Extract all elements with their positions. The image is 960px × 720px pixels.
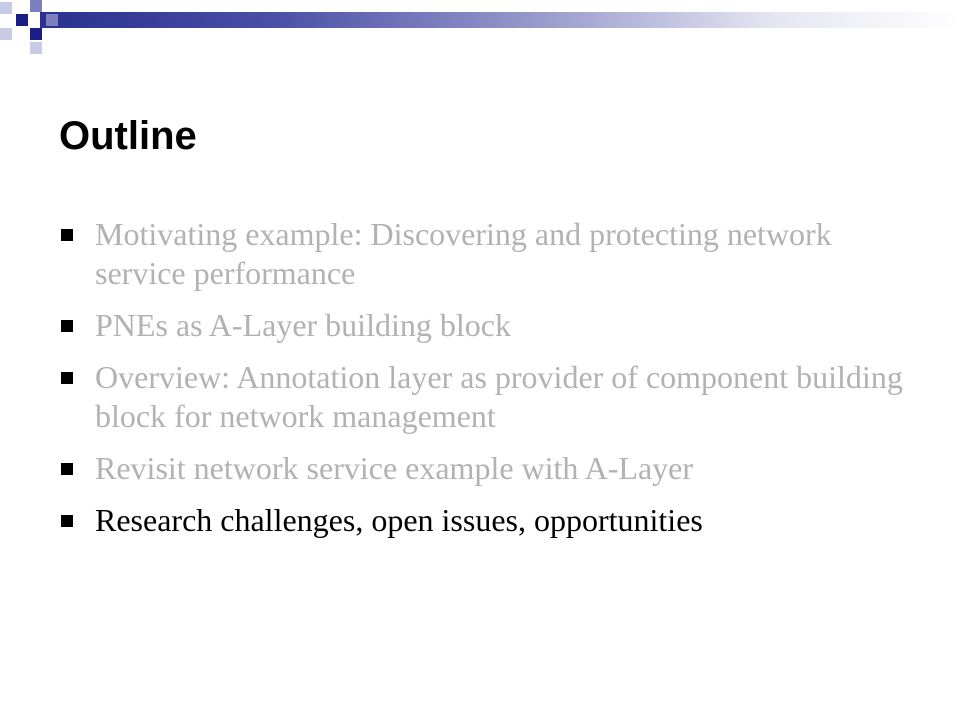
- decor-square-dark: [16, 14, 28, 26]
- bullet-text: PNEs as A-Layer building block: [95, 307, 511, 343]
- slide-title: Outline: [59, 114, 197, 158]
- bullet-item: [60, 358, 920, 436]
- header-gradient-bar: [40, 12, 960, 28]
- bullet-item: [60, 306, 920, 345]
- bullet-item: [60, 215, 920, 293]
- bullet-text: Research challenges, open issues, opportunities: [95, 502, 703, 538]
- decor-square-light: [0, 2, 12, 14]
- square-bullet-icon: [61, 229, 73, 241]
- square-bullet-icon: [61, 515, 73, 527]
- decor-square-mid: [46, 14, 58, 26]
- decor-square-dark: [30, 28, 42, 40]
- bullet-text: Motivating example: Discovering and protecting network service performance: [95, 216, 832, 291]
- square-bullet-icon: [61, 463, 73, 475]
- bullet-text: Revisit network service example with A-Layer: [95, 450, 694, 486]
- decor-square-light: [30, 42, 42, 54]
- bullet-item: [60, 449, 920, 488]
- square-bullet-icon: [61, 372, 73, 384]
- bullet-item: [60, 501, 920, 540]
- bullet-list: [60, 215, 920, 553]
- decor-square-light: [0, 28, 12, 40]
- square-bullet-icon: [61, 320, 73, 332]
- decor-square-mid: [30, 0, 42, 12]
- bullet-text: Overview: Annotation layer as provider of component building block for network management: [95, 359, 903, 434]
